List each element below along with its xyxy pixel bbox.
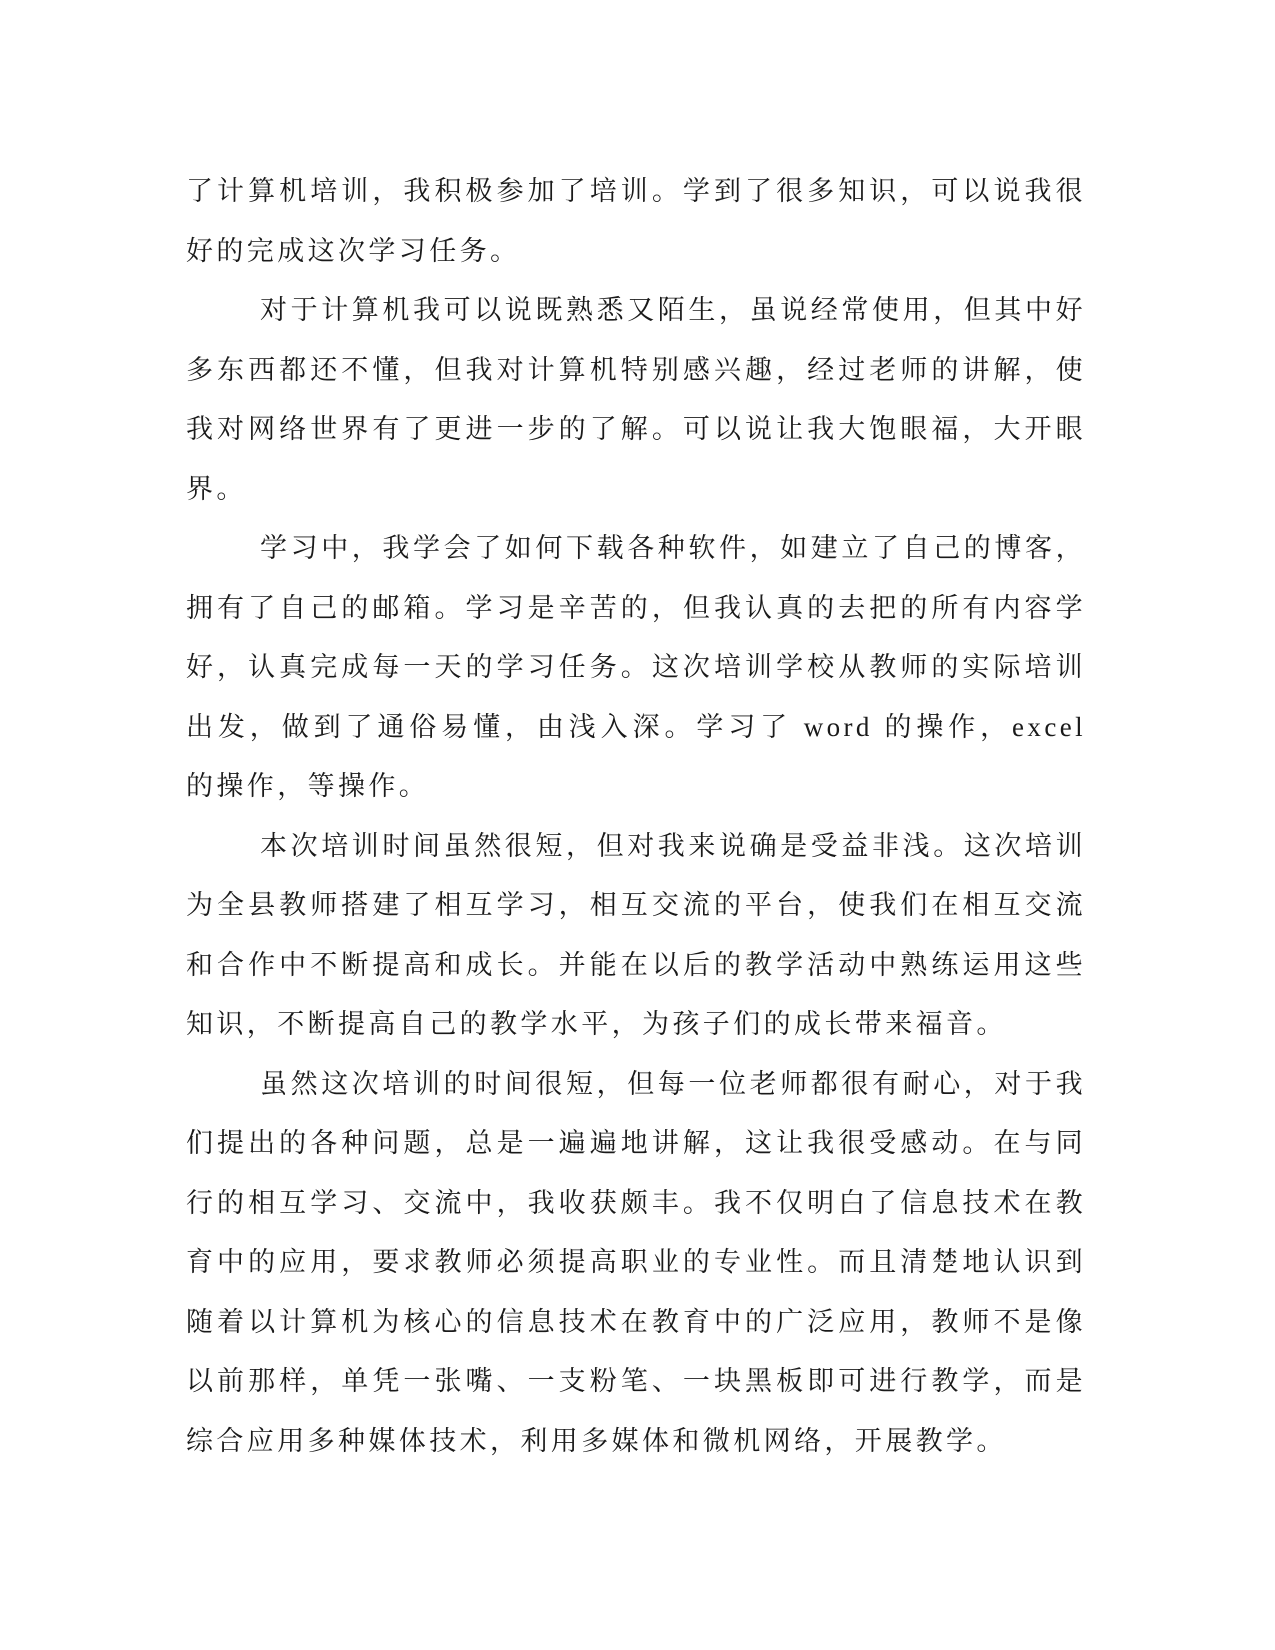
paragraph-3: 学习中，我学会了如何下载各种软件，如建立了自己的博客，拥有了自己的邮箱。学习是辛苦的，但我认真的去把的所有内容学好，认真完成每一天的学习任务。这次培训学校从教师的实际培训出发，做到了通俗易懂，由浅入深。学习了 word 的操作，excel 的操作，等操作。 <box>186 533 1086 801</box>
body-text <box>186 162 1086 1471</box>
paragraph-4: 本次培训时间虽然很短，但对我来说确是受益非浅。这次培训为全县教师搭建了相互学习，相互交流的平台，使我们在相互交流和合作中不断提高和成长。并能在以后的教学活动中熟练运用这些知识，不断提高自己的教学水平，为孩子们的成长带来福音。 <box>186 830 1086 1039</box>
paragraph-2: 对于计算机我可以说既熟悉又陌生，虽说经常使用，但其中好多东西都还不懂，但我对计算机特别感兴趣，经过老师的讲解，使我对网络世界有了更进一步的了解。可以说让我大饱眼福，大开眼界。 <box>186 295 1086 504</box>
paragraph-5: 虽然这次培训的时间很短，但每一位老师都很有耐心，对于我们提出的各种问题，总是一遍遍地讲解，这让我很受感动。在与同行的相互学习、交流中，我收获颇丰。我不仅明白了信息技术在教育中的应用，要求教师必须提高职业的专业性。而且清楚地认识到随着以计算机为核心的信息技术在教育中的广泛应用，教师不是像以前那样，单凭一张嘴、一支粉笔、一块黑板即可进行教学，而是综合应用多种媒体技术，利用多媒体和微机网络，开展教学。 <box>186 1068 1086 1456</box>
paragraph-1: 了计算机培训，我积极参加了培训。学到了很多知识，可以说我很好的完成这次学习任务。 <box>186 176 1086 266</box>
